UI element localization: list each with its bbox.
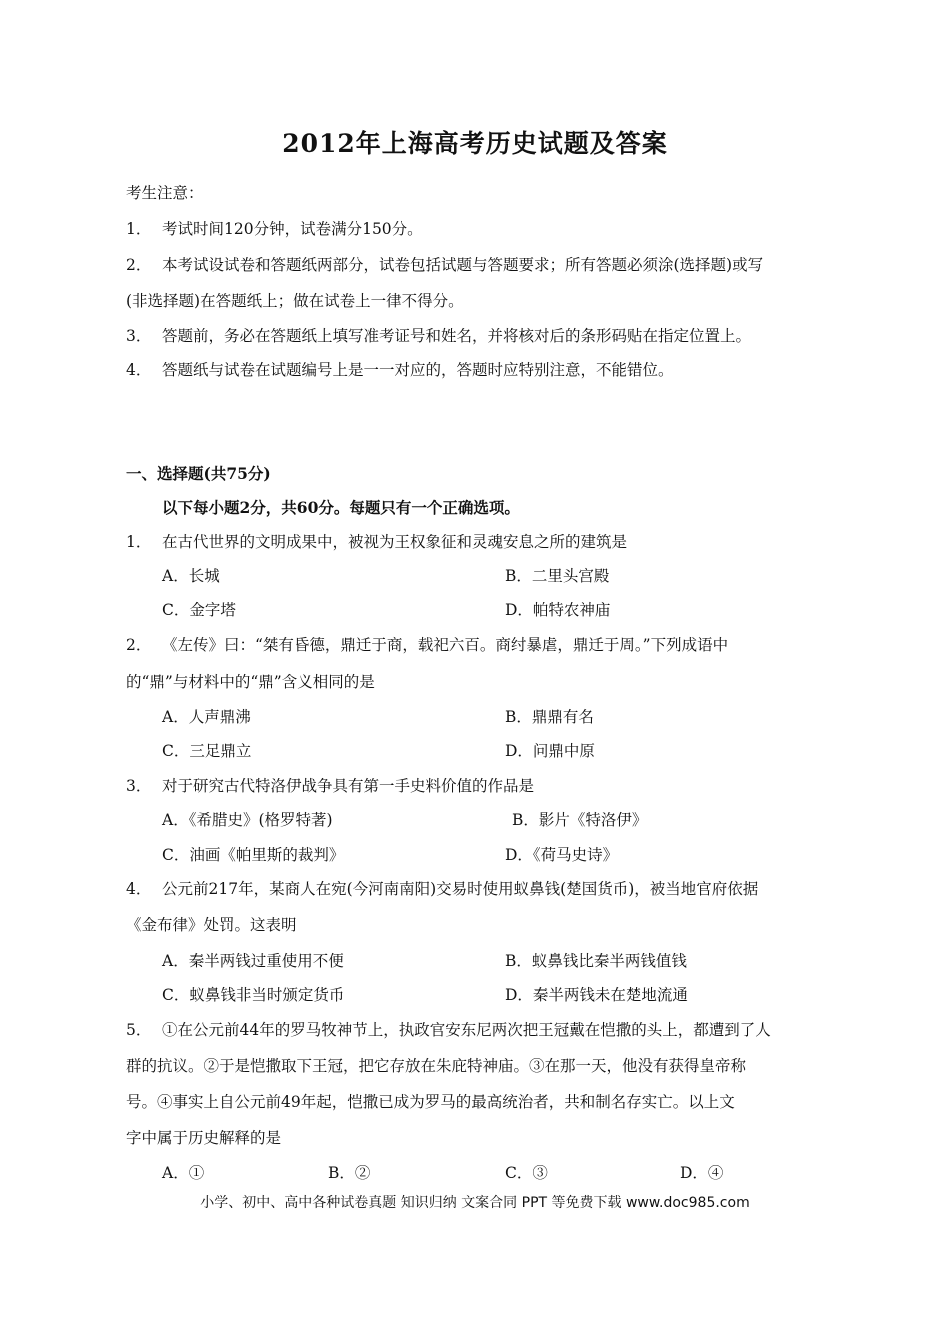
notice-item-continuation: (非选择题)在答题纸上；做在试卷上一律不得分。: [126, 292, 464, 310]
notice-item-number: 4．: [126, 361, 152, 379]
question-stem: 在古代世界的文明成果中，被视为王权象征和灵魂安息之所的建筑是: [162, 533, 628, 551]
notice-item-number: 2．: [126, 256, 152, 274]
option-b: B．②: [328, 1164, 371, 1182]
option-a: A．秦半两钱过重使用不便: [162, 952, 344, 970]
option-d: D．④: [680, 1164, 724, 1182]
option-d: D．问鼎中原: [505, 742, 595, 760]
option-a: A．《希腊史》(格罗特著): [162, 811, 333, 829]
option-d: D．《荷马史诗》: [505, 846, 619, 864]
notice-item-text: 答题纸与试卷在试题编号上是一一对应的，答题时应特别注意，不能错位。: [162, 361, 674, 379]
option-c: C．蚁鼻钱非当时颁定货币: [162, 986, 345, 1004]
option-a: A．①: [162, 1164, 205, 1182]
question-stem-continuation: 群的抗议。②于是恺撒取下王冠，把它存放在朱庇特神庙。③在那一天，他没有获得皇帝称: [126, 1057, 747, 1075]
option-d: D．秦半两钱未在楚地流通: [505, 986, 688, 1004]
notice-item-text: 考试时间120分钟，试卷满分150分。: [162, 220, 423, 238]
notice-item-number: 1．: [126, 220, 152, 238]
option-c: C．金字塔: [162, 601, 236, 619]
section-instruction: 以下每小题2分，共60分。每题只有一个正确选项。: [162, 498, 520, 517]
question-number: 2．: [126, 636, 152, 654]
question-stem: 《左传》曰：“桀有昏德，鼎迁于商，载祀六百。商纣暴虐，鼎迁于周。”下列成语中: [162, 636, 729, 654]
question-number: 4．: [126, 880, 152, 898]
page-title: 2012年上海高考历史试题及答案: [282, 129, 668, 158]
question-stem-continuation: 《金布律》处罚。这表明: [126, 916, 297, 934]
option-d: D．帕特农神庙: [505, 601, 611, 619]
option-b: B．蚁鼻钱比秦半两钱值钱: [505, 952, 687, 970]
question-number: 1．: [126, 533, 152, 551]
question-number: 3．: [126, 777, 152, 795]
question-stem: ①在公元前44年的罗马牧神节上，执政官安东尼两次把王冠戴在恺撒的头上，都遭到了人: [162, 1021, 771, 1039]
question-stem: 公元前217年，某商人在宛(今河南南阳)交易时使用蚁鼻钱(楚国货币)，被当地官府依据: [162, 880, 759, 898]
question-stem-continuation: 号。④事实上自公元前49年起，恺撒已成为罗马的最高统治者，共和制名存实亡。以上文: [126, 1093, 735, 1111]
option-b: B．鼎鼎有名: [505, 708, 594, 726]
option-a: A．长城: [162, 567, 220, 585]
option-b: B．二里头宫殿: [505, 567, 610, 585]
question-stem-continuation: 的“鼎”与材料中的“鼎”含义相同的是: [126, 673, 375, 691]
question-stem: 对于研究古代特洛伊战争具有第一手史料价值的作品是: [162, 777, 535, 795]
option-c: C．油画《帕里斯的裁判》: [162, 846, 345, 864]
notice-item-text: 本考试设试卷和答题纸两部分，试卷包括试题与答题要求；所有答题必须涂(选择题)或写: [162, 256, 764, 274]
question-number: 5．: [126, 1021, 152, 1039]
option-a: A．人声鼎沸: [162, 708, 251, 726]
section-heading: 一、选择题(共75分): [126, 464, 271, 483]
footer-text: 小学、初中、高中各种试卷真题 知识归纳 文案合同 PPT 等免费下载 www.doc985.com: [200, 1195, 750, 1211]
option-c: C．③: [505, 1164, 548, 1182]
notice-heading: 考生注意：: [126, 184, 204, 202]
option-c: C．三足鼎立: [162, 742, 252, 760]
question-stem-continuation: 字中属于历史解释的是: [126, 1129, 282, 1147]
notice-item-number: 3．: [126, 327, 152, 345]
notice-item-text: 答题前，务必在答题纸上填写准考证号和姓名，并将核对后的条形码贴在指定位置上。: [162, 327, 752, 345]
option-b: B．影片《特洛伊》: [512, 811, 648, 829]
